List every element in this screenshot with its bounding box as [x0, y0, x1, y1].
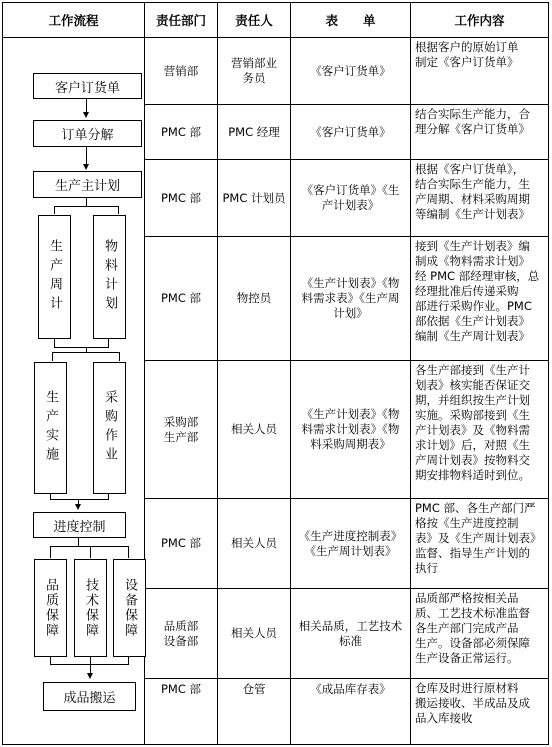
row-4-content: 接到《生产计划表》编 制成《物料需求计划》 经 PMC 部经理审核，总 经理批准后传递采购 部进行采购作业。PMC 部依据《生产计划表》 编制《生产周计划表》: [415, 239, 540, 343]
flow-quality-box: [34, 559, 67, 657]
row-5-form: 《生产计划表》《物 料需求计划表》《物 料采购周期表》: [301, 407, 400, 451]
flow-material-plan-box: [93, 215, 126, 339]
flow-connector: [52, 352, 53, 361]
row-6-form: 《生产进度控制表》 《生产周计划表》: [298, 528, 403, 558]
row-4-form: 《生产计划表》《物 料需求表》《生产周 计划》: [301, 276, 400, 320]
row-7-dept: 品质部 设备部: [163, 618, 199, 648]
table-border-bottom: [2, 744, 549, 745]
row-2-dept: PMC 部: [160, 124, 202, 139]
flow-connector: [50, 499, 109, 500]
flow-purchase-box: [93, 362, 126, 494]
header-dept: 责任部门: [155, 13, 206, 28]
flow-prod-cycle-box: [38, 215, 71, 339]
row-3-form: 《客户订货单》《生 产计划表》: [301, 183, 400, 212]
flow-connector: [86, 146, 87, 164]
row-1-form: 《客户订货单》: [310, 63, 391, 78]
flow-finished-box: 成品搬运: [43, 682, 136, 711]
row-5-dept: 采购部 生产部: [163, 414, 199, 444]
row-7-person: 相关人员: [231, 626, 277, 640]
row-7-content: 品质部严格按相关品 质、工艺技术标准监督 各生产部门完成产品 生产。设备部必须保障 生产设备正常运行。: [415, 591, 530, 665]
header-form: 表 单: [325, 13, 376, 28]
flow-connector: [54, 206, 119, 207]
flow-tech-box: [74, 559, 107, 657]
flow-quality-label: 品质保障: [43, 578, 58, 638]
flow-connector: [86, 98, 87, 112]
flow-connector: [108, 338, 109, 347]
row-5-content: 各生产部接到《生产计 划表》核实能否保证交 期，并组织按生产计划 实施。采购部接到《生 产计划表》及《物料需 求计划》后，对照《生 产周计划表》按物料交 期安排物料适时到位。: [415, 363, 530, 482]
flow-connector: [52, 352, 120, 353]
row-2-form: 《客户订货单》: [310, 124, 391, 139]
flow-connector: [86, 197, 87, 206]
flow-prod-cycle-label: 生产周计: [47, 239, 62, 315]
row-3-person: PMC 计划员: [222, 190, 286, 205]
arrow-icon: [87, 673, 93, 679]
row-2-content: 结合实际生产能力，合 理分解《客户订货单》: [415, 107, 530, 136]
flow-connector: [118, 206, 119, 214]
flow-master-plan-box: 生产主计划: [33, 171, 142, 198]
flow-progress-box: 进度控制: [33, 512, 126, 538]
row-1-dept: 营销部: [163, 63, 199, 78]
row-6-person: 相关人员: [231, 536, 277, 550]
flow-connector: [128, 656, 129, 664]
flow-equipment-box: [113, 559, 146, 657]
col-divider: [410, 2, 411, 745]
row-8-content: 仓库及时进行原材料 搬运接收、半成品及成 品入库接收: [415, 681, 530, 725]
row-7-form: 相关品质，工艺技术 标准: [298, 618, 403, 648]
flow-connector: [54, 338, 55, 347]
header-flow: 工作流程: [48, 13, 99, 28]
row-2-person: PMC 经理: [228, 124, 280, 139]
arrow-icon: [75, 504, 81, 510]
row-6-dept: PMC 部: [160, 536, 202, 550]
row-1-person: 营销部业 务员: [231, 56, 277, 85]
row-3-dept: PMC 部: [160, 190, 202, 205]
row-5-person: 相关人员: [231, 422, 277, 436]
flow-connector: [119, 352, 120, 361]
flow-decompose-box: 订单分解: [33, 120, 142, 147]
arrow-icon: [83, 112, 89, 118]
header-content: 工作内容: [454, 13, 505, 28]
row-6-content: PMC 部、各生产部门严 格按《生产进度控制 表》及《生产周计划表》 监督、指导生产计划的 执行: [415, 501, 542, 575]
flow-tech-label: 技术保障: [83, 578, 98, 638]
row-4-dept: PMC 部: [160, 291, 202, 305]
table-border-right: [548, 2, 549, 745]
flow-material-plan-label: 物料计划: [102, 239, 117, 315]
flow-connector: [50, 656, 51, 664]
row-8-person: 仓管: [242, 681, 266, 696]
flow-purchase-label: 采购作业: [102, 390, 117, 466]
flow-connector: [54, 206, 55, 214]
arrow-icon: [83, 164, 89, 170]
flow-connector: [54, 347, 109, 348]
flow-connector: [90, 546, 91, 558]
row-4-person: 物控员: [236, 291, 272, 305]
row-3-content: 根据《客户订货单》， 结合实际生产能力，生 产周期、材料采购周期 等编制《生产计划表》: [415, 162, 530, 221]
row-1-content: 根据客户的原始订单 制定《客户订货单》: [415, 40, 519, 69]
flow-connector: [50, 546, 51, 558]
flow-connector: [90, 656, 91, 664]
row-8-dept: PMC 部: [160, 681, 202, 696]
flow-equipment-label: 设备保障: [122, 578, 137, 638]
flow-connector: [128, 546, 129, 558]
flow-order-box: 客户订货单: [33, 73, 142, 99]
header-person: 责任人: [235, 13, 273, 28]
flow-connector: [90, 664, 91, 673]
flow-prod-impl-box: [34, 362, 67, 494]
table-border-left: [2, 2, 3, 745]
row-8-form: 《成品库存表》: [310, 681, 391, 696]
flow-connector: [78, 537, 79, 546]
flow-prod-impl-label: 生产实施: [43, 390, 58, 466]
